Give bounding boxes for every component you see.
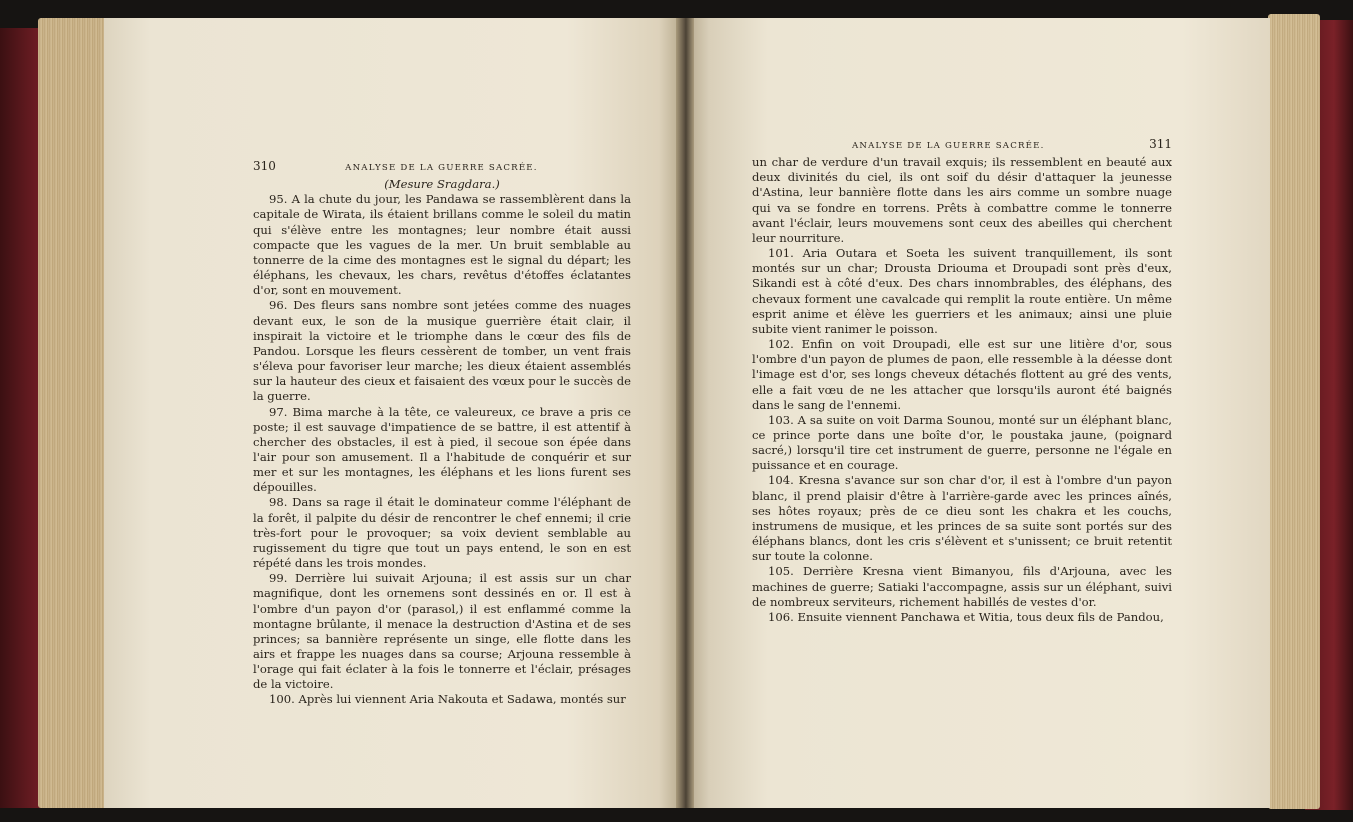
paragraph: 99. Derrière lui suivait Arjouna; il est assis sur un char magnifique, dont les ornemens sont dessinés en or. Il est à l'ombre d'un payon d'or (parasol,) il est enflammé comme la montagne brûlante, il menace la destruction d'Astina et de ses princes; sa bannière représente un singe, elle flotte dans les airs et frappe les nuages dans sa course; Arjouna ressemble à l'orage qui fait éclater à la fois le tonnerre et l'éclair, présages de la victoire. — [253, 571, 631, 692]
paragraph: 97. Bima marche à la tête, ce valeureux, ce brave a pris ce poste; il est sauvage d'impatience de se battre, il est attentif à chercher des obstacles, il est à pied, il secoue son épée dans l'air pour son amusement. Il a l'habitude de conquérir et sur mer et sur les montagnes, les éléphans et les lions furent ses dépouilles. — [253, 404, 631, 495]
left-page — [104, 18, 682, 808]
right-page-edges — [1268, 14, 1320, 809]
paragraph: 101. Aria Outara et Soeta les suivent tranquillement, ils sont montés sur un char; Drousta Driouma et Droupadi sont près d'eux, Sikandi est à côté d'eux. Des chars innombrables, des éléphans, des chevaux forment une cavalcade qui remplit la route entière. Un même esprit anime et élève les guerriers et les animaux; ainsi une pluie subite vient ranimer le poisson. — [752, 246, 1172, 336]
paragraph: 103. A sa suite on voit Darma Sounou, monté sur un éléphant blanc, ce prince porte dans une boîte d'or, le poustaka jaune, (poignard sacré,) lorsqu'il tire cet instrument de guerre, personne ne l'égale en puissance et en courage. — [752, 412, 1172, 473]
left-text-block — [253, 159, 631, 708]
book-gutter — [676, 18, 694, 808]
paragraph: 104. Kresna s'avance sur son char d'or, il est à l'ombre d'un payon blanc, il prend plaisir d'être à l'arrière-garde avec les princes aînés, ses hôtes royaux; près de ce dieu sont les chakra et les couchs, instrumens de musique, et les princes de sa suite sont portés sur des éléphans blancs, dont les cris s'élèvent et s'unissent; ce bruit retentit sur toute la colonne. — [752, 473, 1172, 564]
paragraph: 102. Enfin on voit Droupadi, elle est sur une litière d'or, sous l'ombre d'un payon de plumes de paon, elle ressemble à la déesse dont l'image est d'or, ses longs cheveux détachés flottent au gré des vents, elle a fait vœu de ne les attacher que lorsqu'ils auront été baignés dans le sang de l'ennemi. — [752, 337, 1172, 412]
paragraph: 98. Dans sa rage il était le dominateur comme l'éléphant de la forêt, il palpite du désir de rencontrer le chef ennemi; il crie très-fort pour le provoquer; sa voix devient semblable au rugissement du tigre que tout un pays entend, le son en est répété dans les trois mondes. — [253, 495, 631, 571]
right-text-block — [752, 137, 1172, 625]
paragraph: 96. Des fleurs sans nombre sont jetées comme des nuages devant eux, le son de la musique guerrière était clair, il inspirait la victoire et le triomphe dans le cœur des fils de Pandou. Lorsque les fleurs cessèrent de tomber, un vent frais s'éleva pour favoriser leur marche; les dieux étaient assemblés sur la hauteur des cieux et faisaient des vœux pour le succès de la guerre. — [253, 298, 631, 404]
paragraph: 105. Derrière Kresna vient Bimanyou, fils d'Arjouna, avec les machines de guerre; Satiaki l'accompagne, assis sur un éléphant, suivi de nombreux serviteurs, richement habillés de vestes d'or. — [752, 564, 1172, 609]
paragraph: 95. A la chute du jour, les Pandawa se rassemblèrent dans la capitale de Wirata, ils étaient brillans comme le soleil du matin qui s'élève entre les montagnes; leur nombre était aussi compacte que les vagues de la mer. Un bruit semblable au tonnerre de la cime des montagnes est le signal du départ; les éléphans, les chevaux, les chars, revêtus d'étoffes éclatantes d'or, sont en mouvement. — [253, 192, 631, 298]
running-title: ANALYSE DE LA GUERRE SACRÉE. — [852, 141, 1045, 151]
page-number: 311 — [1149, 137, 1172, 151]
meter-heading: (Mesure Sragdara.) — [384, 177, 500, 192]
left-page-header — [253, 159, 631, 176]
running-title: ANALYSE DE LA GUERRE SACRÉE. — [345, 163, 538, 173]
left-page-edges — [38, 18, 108, 808]
page-number: 310 — [253, 159, 276, 173]
paragraph: 100. Après lui viennent Aria Nakouta et Sadawa, montés sur — [269, 692, 626, 707]
paragraph: 106. Ensuite viennent Panchawa et Witia, tous deux fils de Pandou, — [768, 609, 1164, 624]
paragraph: un char de verdure d'un travail exquis; ils ressemblent en beauté aux deux divinités du ciel, ils ont soif du désir d'attaquer la jeunesse d'Astina, leur bannière flotte dans les airs comme un sombre nuage qui va se fondre en torrens. Prêts à combattre comme le tonnerre avant l'éclair, leurs mouvemens sont ceux des abeilles qui cherchent leur nourriture. — [752, 155, 1172, 245]
right-page-header — [752, 137, 1172, 154]
right-page — [686, 18, 1270, 808]
